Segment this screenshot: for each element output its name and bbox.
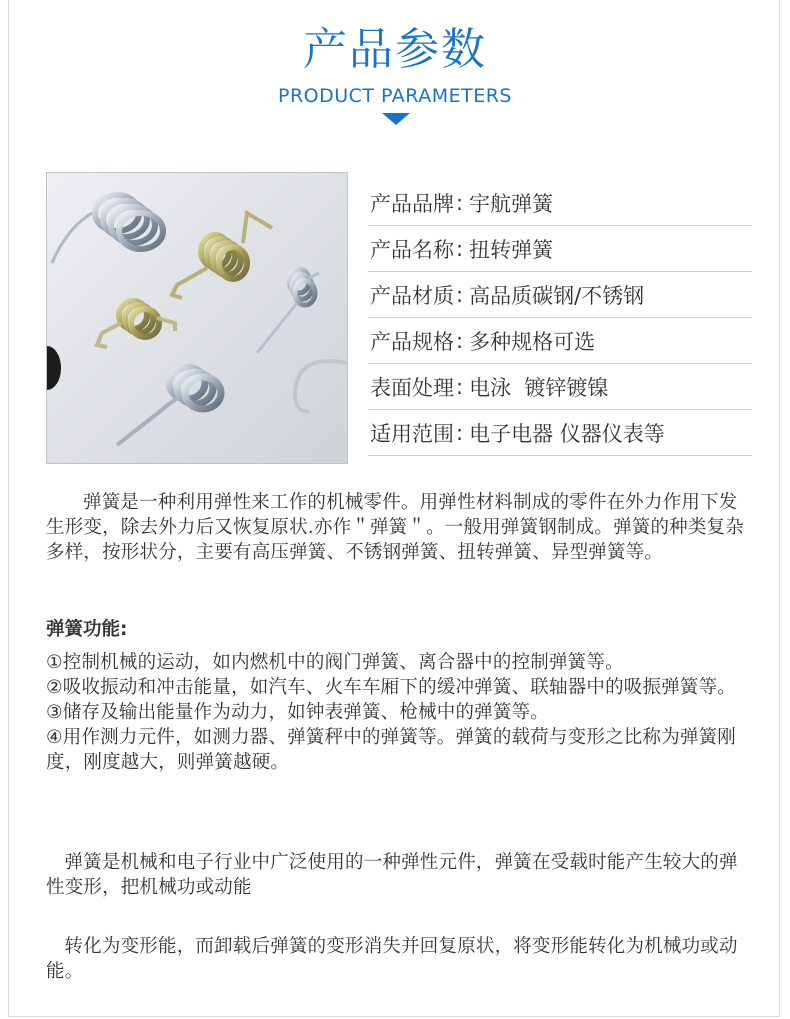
param-label: 产品品牌 (370, 191, 454, 216)
functions-list (46, 650, 750, 775)
section-title: 产品参数 (303, 24, 487, 75)
torsion-springs-photo-icon (47, 173, 347, 463)
param-row-name: 产品名称 : 扭转弹簧 (368, 226, 752, 272)
chevron-down-icon (382, 113, 410, 125)
paragraph-text: 弹簧是机械和电子行业中广泛使用的一种弹性元件，弹簧在受载时能产生较大的弹性变形，把机械功或动能 (46, 852, 738, 898)
param-table (368, 180, 752, 456)
paragraph-text: 转化为变形能，而卸载后弹簧的变形消失并回复原状，将变形能转化为机械功或动能。 (46, 936, 738, 982)
param-value: 电泳 镀锌镀镍 (469, 375, 609, 400)
param-row-spec: 产品规格 : 多种规格可选 (368, 318, 752, 364)
param-value: 宇航弹簧 (469, 191, 554, 216)
param-value: 多种规格可选 (469, 329, 596, 354)
paragraph-3 (46, 934, 750, 984)
product-photo (46, 172, 348, 464)
param-label: 产品规格 (370, 329, 454, 354)
list-item: ③储存及输出能量作为动力，如钟表弹簧、枪械中的弹簧等。 (46, 702, 549, 723)
param-row-surface: 表面处理 : 电泳 镀锌镀镍 (368, 364, 752, 410)
param-label: 表面处理 (370, 375, 454, 400)
intro-paragraph: 弹簧是一种利用弹性来工作的机械零件。用弹性材料制成的零件在外力作用下发生形变，除去外力后又恢复原状.亦作＂弹簧＂。一般用弹簧钢制成。弹簧的种类复杂多样，按形状分，主要有高压弹簧、不锈钢弹簧、扭转弹簧、异型弹簧等。 (46, 492, 744, 563)
param-label: 产品材质 (370, 283, 454, 308)
section-subtitle: PRODUCT PARAMETERS (277, 85, 512, 107)
param-row-brand: 产品品牌 : 宇航弹簧 (368, 180, 752, 226)
list-item: ①控制机械的运动，如内燃机中的阀门弹簧、离合器中的控制弹簧等。 (46, 652, 624, 673)
list-item: ④用作测力元件，如测力器、弹簧秤中的弹簧等。弹簧的载荷与变形之比称为弹簧刚度，刚度越大，则弹簧越硬。 (46, 727, 736, 773)
param-row-material: 产品材质 : 高品质碳钢/不锈钢 (368, 272, 752, 318)
param-value: 扭转弹簧 (469, 237, 554, 262)
paragraph-2 (46, 850, 750, 900)
param-label: 适用范围 (370, 421, 454, 446)
param-label: 产品名称 (370, 237, 454, 262)
param-row-usage: 适用范围 : 电子电器 仪器仪表等 (368, 410, 752, 456)
intro-text (46, 490, 750, 565)
param-value: 电子电器 仪器仪表等 (469, 421, 665, 446)
functions-title: 弹簧功能: (46, 619, 128, 640)
list-item: ②吸收振动和冲击能量，如汽车、火车车厢下的缓冲弹簧、联轴器中的吸振弹簧等。 (46, 677, 736, 698)
param-value: 高品质碳钢/不锈钢 (469, 283, 645, 308)
